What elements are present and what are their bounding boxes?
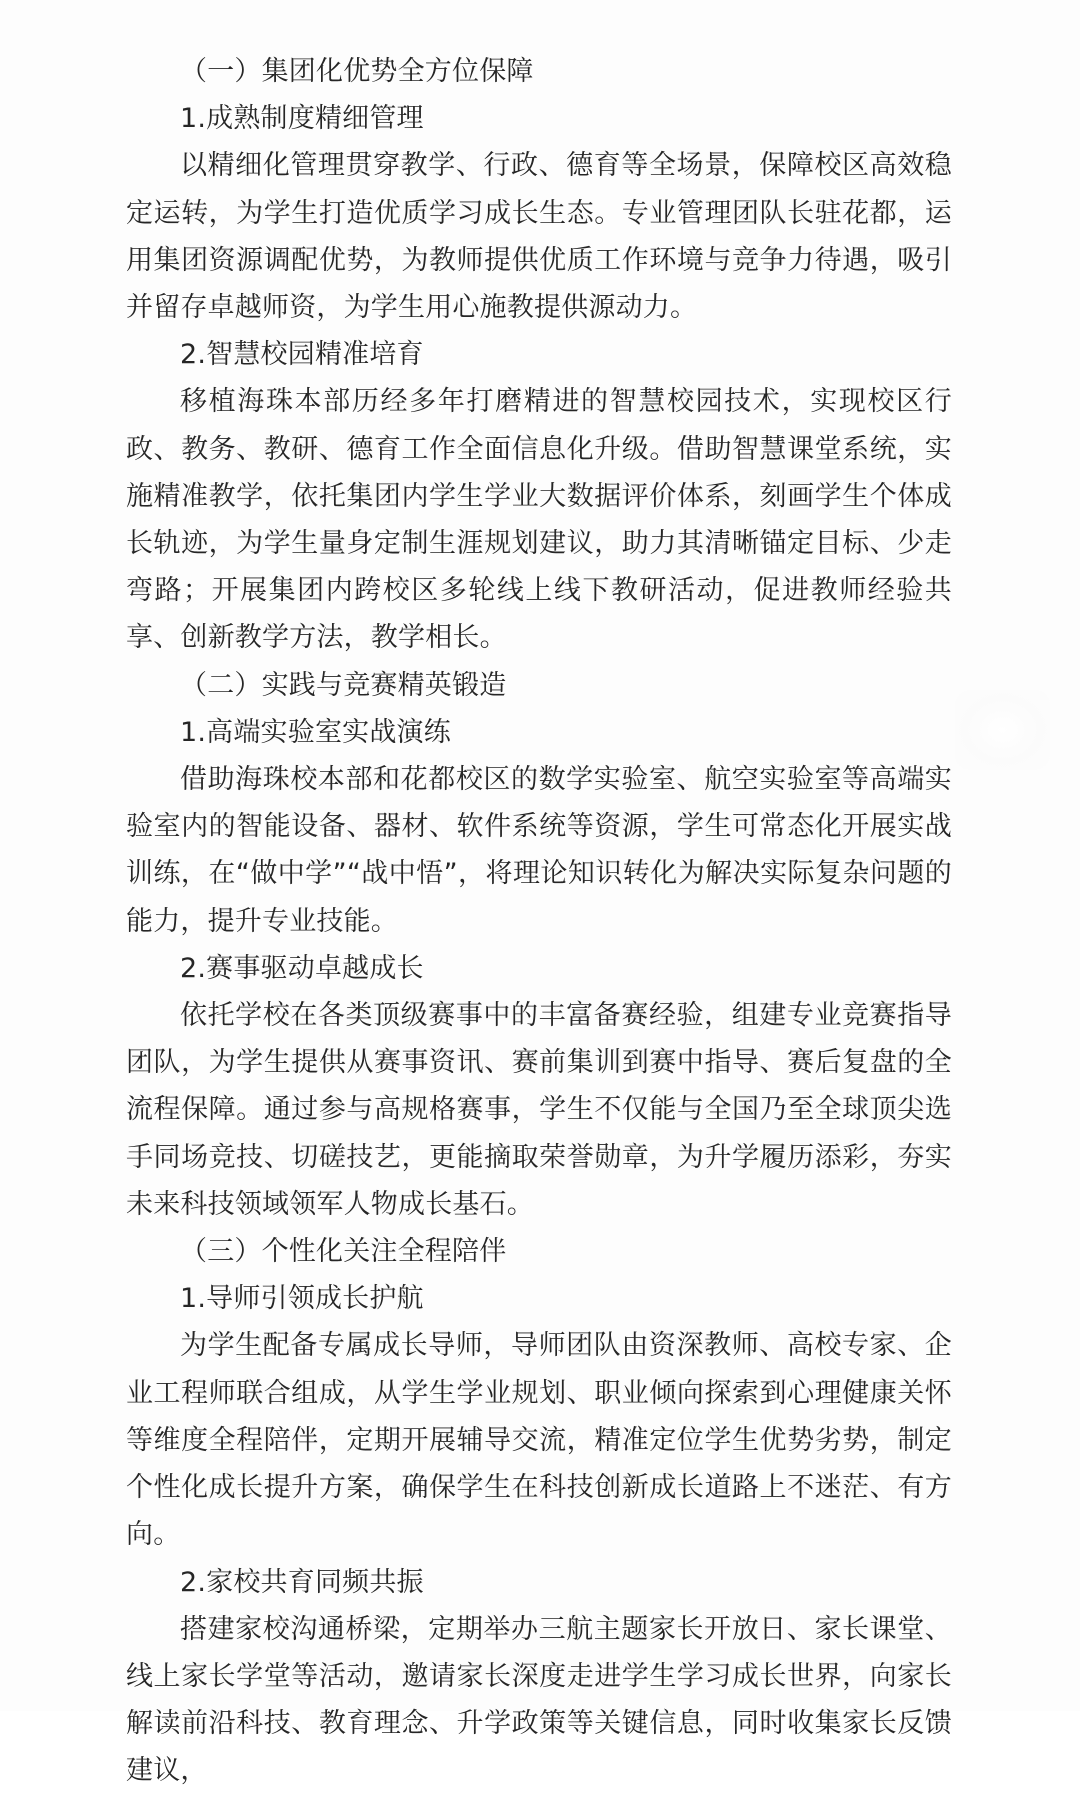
paragraph-1-2: 移植海珠本部历经多年打磨精进的智慧校园技术，实现校区行政、教务、教研、德育工作全面信息化升级。借助智慧课堂系统，实施精准教学，依托集团内学生学业大数据评价体系，刻画学生个体成长轨迹，为学生量身定制生涯规划建议，助力其清晰锚定目标、少走弯路；开展集团内跨校区多轮线上线下教研活动，促进教师经验共享、创新教学方法，教学相长。 bbox=[126, 386, 952, 654]
subsection-heading-2-1: 1.高端实验室实战演练 bbox=[180, 716, 451, 748]
subsection-heading-1-2: 2.智慧校园精准培育 bbox=[180, 339, 424, 371]
document-body bbox=[126, 48, 952, 1795]
subsection-heading-1-1: 1.成熟制度精细管理 bbox=[180, 103, 424, 135]
paragraph-2-1: 借助海珠校本部和花都校区的数学实验室、航空实验室等高端实验室内的智能设备、器材、软件系统等资源，学生可常态化开展实战训练，在“做中学”“战中悟”，将理论知识转化为解决实际复杂问题的能力，提升专业技能。 bbox=[126, 764, 952, 937]
section-heading-3: （三）个性化关注全程陪伴 bbox=[180, 1236, 507, 1268]
light-glare bbox=[955, 690, 1050, 770]
section-heading-2: （二）实践与竞赛精英锻造 bbox=[180, 669, 507, 701]
paragraph-1-1: 以精细化管理贯穿教学、行政、德育等全场景，保障校区高效稳定运转，为学生打造优质学习成长生态。专业管理团队长驻花都，运用集团资源调配优势，为教师提供优质工作环境与竞争力待遇，吸引并留存卓越师资，为学生用心施教提供源动力。 bbox=[126, 150, 952, 324]
paragraph-3-1: 为学生配备专属成长导师，导师团队由资深教师、高校专家、企业工程师联合组成，从学生学业规划、职业倾向探索到心理健康关怀等维度全程陪伴，定期开展辅导交流，精准定位学生优势劣势，制定个性化成长提升方案，确保学生在科技创新成长道路上不迷茫、有方向。 bbox=[126, 1330, 952, 1551]
paragraph-2-2: 依托学校在各类顶级赛事中的丰富备赛经验，组建专业竞赛指导团队，为学生提供从赛事资讯、赛前集训到赛中指导、赛后复盘的全流程保障。通过参与高规格赛事，学生不仅能与全国乃至全球顶尖选手同场竞技、切磋技艺，更能摘取荣誉勋章，为升学履历添彩，夯实未来科技领域领军人物成长基石。 bbox=[126, 1000, 952, 1220]
section-heading-1: （一）集团化优势全方位保障 bbox=[180, 56, 534, 87]
subsection-heading-3-1: 1.导师引领成长护航 bbox=[180, 1283, 424, 1315]
subsection-heading-2-2: 2.赛事驱动卓越成长 bbox=[180, 952, 424, 984]
subsection-heading-3-2: 2.家校共育同频共振 bbox=[180, 1566, 424, 1598]
paragraph-3-2: 搭建家校沟通桥梁，定期举办三航主题家长开放日、家长课堂、线上家长学堂等活动，邀请家长深度走进学生学习成长世界，向家长解读前沿科技、教育理念、升学政策等关键信息，同时收集家长反馈建议， bbox=[126, 1613, 952, 1787]
